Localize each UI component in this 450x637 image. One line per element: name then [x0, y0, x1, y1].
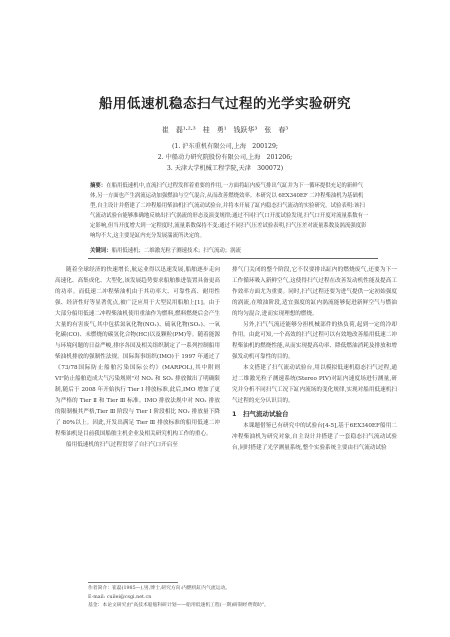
footnote-divider — [88, 582, 178, 583]
intro-paragraph-1: 随着全球经济的快速增长,航运业得以迅速发展,船舶逐步走向高速化、高集成化、大型化,该发展趋势要求船舶推进装置具备更高的功率。而低速二冲程柴油机由于其功率大、可靠性高、耐用性强、经济性好等显著优点,被广泛应用于大型民用船舶上[1]。由于大部分船用低速二冲程柴油机使用重油作为燃料,燃料燃烧后会产生大量的有害废气,其中包括氮氧化物(NOₓ)、硫氧化物(SOₓ)、一氧化碳(CO)、未燃烧的碳氢化合物(HC)以及颗粒(PM)等。随着能源与环境问题的日益严峻,排序各国及相关组织制定了一系列控制船用柴油机排放的强制性法规。国际海事组织(IMO)于 1997 年通过了《73/78国际防止船舶污染国际公约》(MARPOL),其中附则 VI"防止船舶造成大气污染规则"对 NOₓ 和 SOₓ 排放做出了明确限制,随后于 2008 年开始执行 Tier I 排放标准,此后,IMO 增加了更为严格的 Tier Ⅱ 和 Tier Ⅲ 标准。IMO 排放法规中对 NOₓ 排放的限制极其严格,Tier Ⅲ 阶段与 Tier Ⅰ 阶段相比 NOₓ 排放量下降了 80%以上。因此,开发出满足 Tier Ⅲ 排放标准的船用低速二冲程柴油机是目前我国船舶主机企业及相关研究机构工作的重心。 — [55, 267, 220, 437]
affiliation-2: 2. 中船动力研究院股份有限公司,上海 201206; — [157, 154, 293, 161]
keywords-label: 关键词： — [90, 248, 112, 254]
intro-paragraph-3: 排气门关闭的整个阶段,它不仅要排出缸内的燃烧废气,还要为下一工作循环吸入新鲜空气,这使得扫气过程在改善发动机性能及提高工作效率方面尤为重要。同时,扫气过程还要为进气提供一定初始强度的涡流,在喷油阶段,适宜强度的缸内涡流能够促进新鲜空气与燃油的均匀混合,进而实现理想的燃烧。 — [232, 267, 397, 317]
abstract-divider — [88, 258, 378, 259]
section-paragraph: 本课题借鉴已有研究中的试验台[4-5],基于6EX340EF船用二冲程柴油机为研究对象,自主设计并搭建了一套稳态扫气流动试验台,同时搭建了光学测量系统,整个实验系统主要由扫气流动试验 — [232, 422, 397, 451]
affiliation-3: 3. 天津大学机械工程学院,天津 300072) — [166, 165, 284, 172]
footnote-fund: 基金：本论文研究由"高技术船舶科研计划——船用低速机工程(一期)研制经费资助"。 — [88, 603, 269, 608]
author-list: 崔 磊¹·²·³ 桂 勇¹ 钱跃华³ 张 春³ — [161, 126, 289, 134]
intro-paragraph-2: 船用低速机的扫气过程贯穿了自扫气口开启至 — [66, 441, 178, 448]
keywords-text: 船用低速机；二维激光粒子测速技术；扫气流动；涡流 — [111, 248, 241, 254]
section-heading: 1 扫气流动试验台 — [232, 409, 289, 418]
abstract — [90, 181, 370, 241]
intro-paragraph-4: 另外,扫气气流还能够分担机械部件的热负荷,起到一定的冷却作用。由此可知,一个高效的扫气过程可以有效地改善船用低速二冲程柴油机的燃烧性能,从而实现提高功率、降低燃油消耗及排放和增强发动机可靠性的目的。 — [232, 321, 397, 361]
footnote-email: E-mail: cuilei@csgi.net.cn — [88, 594, 152, 600]
keywords — [90, 246, 370, 256]
affiliation-1: (1. 沪东重机有限公司,上海 200129; — [171, 143, 279, 150]
paper-title: 船用低速机稳态扫气过程的光学实验研究 — [99, 96, 351, 112]
left-column — [55, 265, 220, 450]
footnotes — [88, 585, 378, 611]
right-column — [232, 265, 397, 453]
footnote-author: 作者简介：崔磊(1985—),男,博士,研究方向:内燃机缸内气流运动。 — [88, 586, 231, 591]
abstract-text: 在船用低速机中,直流扫气过程发挥着重要的作用,一方面将缸内废气排出气缸并为下一循环提供充足的新鲜气体,另一方面也产生涡流运动加强燃油与空气混合,从而改善燃烧效率。本研究以 6EX340EF 二冲程柴油机为基础机型,自主设计并搭建了二冲程船用柴油机扫气流动试验台,并将本开展了缸内稳态扫气流动的实验研究。试验表明:该扫气流动试验台能够准确地反映出扫气涡流的形态及演变规律;通过不同扫气口开度试验发现,扫气口开度对流量系数有一定影响,但当开度增大到一定程度时,流量系数保持不变;通过不同扫气压差试验表明,扫气压差对流量系数及涡流强度影响均不大,这主要是缸内充分发展湍流所决定的。 — [90, 183, 369, 239]
abstract-label: 摘要： — [90, 183, 107, 189]
intro-paragraph-5: 本文搭建了扫气流动试验台,用以模拟低速机稳态扫气过程,通过二维激光粒子测速系统(Stereo PIV)对缸内速度场进行测量,研究并分析不同扫气工况下缸内流场的变化规律,实现对船用低速机扫气过程的充分认识目的。 — [232, 365, 397, 404]
